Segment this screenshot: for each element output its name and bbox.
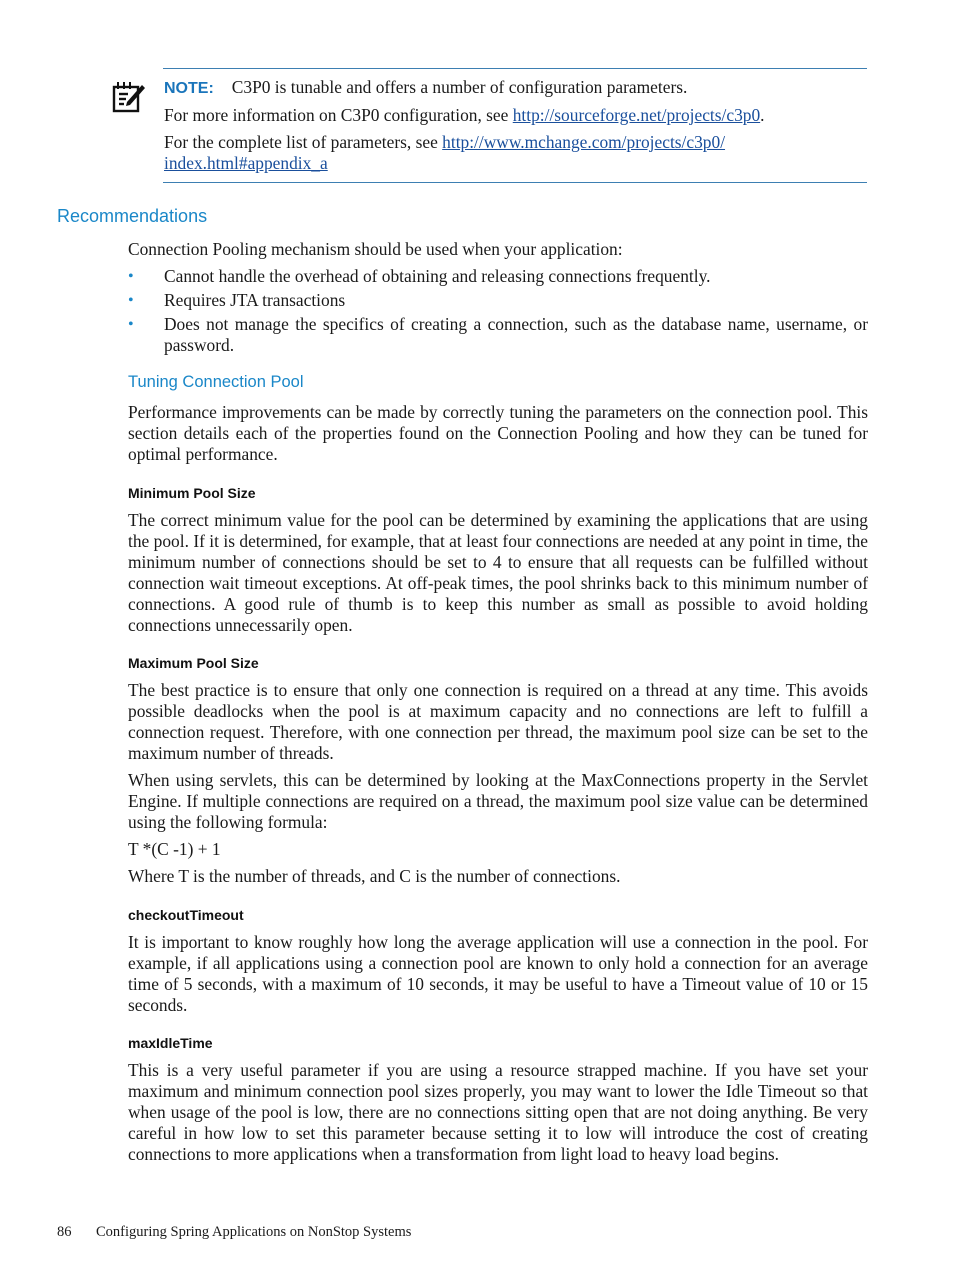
- note-bottom-rule: [163, 182, 867, 183]
- max-pool-text-1: The best practice is to ensure that only one connection is required on a thread at any time. This avoids possible deadlocks when the pool is at maximum capacity and no connections are left to fulfill a connection request. Therefore, with one connection per thread, the maximum pool size can be set to the maximum number of threads.: [128, 680, 868, 763]
- max-pool-where: Where T is the number of threads, and C is the number of connections.: [128, 866, 621, 886]
- maxidle-text: This is a very useful parameter if you are using a resource strapped machine. If you have set your maximum and minimum connection pool sizes properly, you may want to lower the Idle Timeout so that when usage of the pool is low, there are no connections sitting open that are not doing anything. Be very careful in how low to set this parameter because setting it to low will introduce the cost of creating connections to more applications when a transformation from light load to heavy load begins.: [128, 1060, 868, 1164]
- tuning-heading: Tuning Connection Pool: [128, 373, 304, 391]
- note-line-2-suffix: .: [760, 105, 765, 125]
- page-number: 86: [57, 1224, 72, 1240]
- max-pool-formula: T *(C -1) + 1: [128, 839, 221, 859]
- maxidle-heading: maxIdleTime: [128, 1035, 213, 1051]
- bullet-text: Cannot handle the overhead of obtaining and releasing connections frequently.: [164, 266, 711, 286]
- min-pool-text: The correct minimum value for the pool can be determined by examining the applications that are using the pool. If it is determined, for example, that at least four connections are needed at any point in time, the minimum number of connections should be set to 4 to ensure that all requests can be fulfilled without connection wait timeout exceptions. At off-peak times, the pool shrinks back to this minimum number of connections. A good rule of thumb is to keep this number as small as possible to avoid holding connections unnecessarily open.: [128, 510, 868, 635]
- recommendations-heading: Recommendations: [57, 206, 208, 226]
- footer-title: Configuring Spring Applications on NonStop Systems: [96, 1224, 412, 1240]
- note-line-4: [164, 153, 328, 174]
- tuning-intro: Performance improvements can be made by correctly tuning the parameters on the connection pool. This section details each of the properties found on the Connection Pooling and how they can be tuned for optimal performance.: [128, 402, 868, 464]
- note-line-1: [164, 77, 687, 99]
- mchange-link-part1[interactable]: http://www.mchange.com/projects/c3p0/: [442, 132, 726, 152]
- note-pencil-icon: [112, 80, 146, 114]
- bullet-text: Does not manage the specifics of creating a connection, such as the database name, username, or password.: [164, 314, 868, 355]
- max-pool-heading: Maximum Pool Size: [128, 655, 259, 671]
- note-top-rule: [163, 68, 867, 69]
- bullet-icon: •: [128, 268, 134, 285]
- min-pool-heading: Minimum Pool Size: [128, 485, 256, 501]
- max-pool-text-2: When using servlets, this can be determined by looking at the MaxConnections property in the Servlet Engine. If multiple connections are required on a thread, the maximum pool size value can be determined using the following formula:: [128, 770, 868, 832]
- checkout-heading: checkoutTimeout: [128, 907, 244, 923]
- note-line-2: [164, 105, 765, 126]
- note-line-3: [164, 132, 725, 153]
- note-line-2-prefix: For more information on C3P0 configuration, see: [164, 105, 513, 125]
- mchange-link-part2[interactable]: index.html#appendix_a: [164, 153, 328, 173]
- note-text: C3P0 is tunable and offers a number of configuration parameters.: [231, 77, 688, 97]
- bullet-icon: •: [128, 316, 134, 333]
- bullet-text: Requires JTA transactions: [164, 290, 346, 310]
- bullet-icon: •: [128, 292, 134, 309]
- recommendations-intro: Connection Pooling mechanism should be used when your application:: [128, 239, 623, 259]
- note-line-3-prefix: For the complete list of parameters, see: [164, 132, 443, 152]
- note-label: NOTE:: [164, 80, 214, 97]
- checkout-text: It is important to know roughly how long the average application will use a connection in the pool. For example, if all applications using a connection pool are known to only hold a connection for an average time of 5 seconds, with a maximum of 10 seconds, it may be useful to have a Timeout value of 10 or 15 seconds.: [128, 932, 868, 1015]
- c3p0-sourceforge-link[interactable]: http://sourceforge.net/projects/c3p0: [512, 105, 761, 125]
